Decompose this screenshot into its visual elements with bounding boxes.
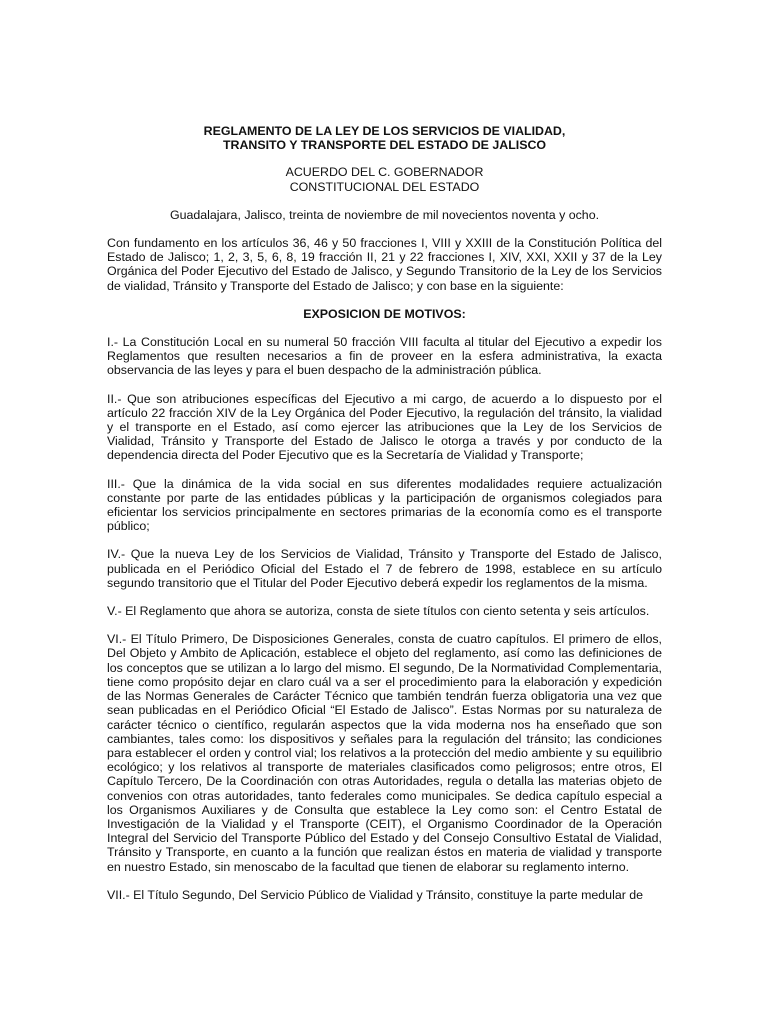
- paragraph-i: I.- La Constitución Local en su numeral 50 fracción VIII faculta al titular del Ejecutivo a expedir los Reglamentos que resulten necesarios a fin de proveer en la esfera administrativa, la exacta observancia de las leyes y para el buen despacho de la administración pública.: [107, 335, 662, 378]
- document-page: [107, 124, 662, 902]
- paragraph-vii: VII.- El Título Segundo, Del Servicio Público de Vialidad y Tránsito, constituye la parte medular de: [107, 887, 644, 902]
- paragraph-vi: VI.- El Título Primero, De Disposiciones Generales, consta de cuatro capítulos. El primero de ellos, Del Objeto y Ambito de Aplicación, establece el objeto del reglamento, así como las definiciones de los conceptos que se utilizan a lo largo del mismo. El segundo, De la Normatividad Complementaria, tiene como propósito dejar en claro cuál va a ser el procedimiento para la elaboración y expedición de las Normas Generales de Carácter Técnico que también tendrán fuerza obligatoria una vez que sean publicadas en el Periódico Oficial “El Estado de Jalisco”. Estas Normas por su naturaleza de carácter técnico o científico, regularán aspectos que la vida moderna nos ha enseñado que son cambiantes, tales como: los dispositivos y señales para la regulación del tránsito; las condiciones para establecer el orden y control vial; los relativos a la protección del medio ambiente y su equilibrio ecológico; y los relativos al transporte de materiales clasificados como peligrosos; entre otros, El Capítulo Tercero, De la Coordinación con otras Autoridades, regula o detalla las materias objeto de convenios con otras autoridades, tanto federales como municipales. Se dedica capítulo especial a los Organismos Auxiliares y de Consulta que establece la Ley como son: el Centro Estatal de Investigación de la Vialidad y el Transporte (CEIT), el Organismo Coordinador de la Operación Integral del Servicio del Transporte Público del Estado y del Consejo Consultivo Estatal de Vialidad, Tránsito y Transporte, en cuanto a la función que realizan éstos en materia de vialidad y transporte en nuestro Estado, sin menoscabo de la facultad que tienen de elaborar su reglamento interno.: [107, 632, 662, 874]
- paragraph-iv: IV.- Que la nueva Ley de los Servicios de Vialidad, Tránsito y Transporte del Estado de Jalisco, publicada en el Periódico Oficial del Estado el 7 de febrero de 1998, establece en su artículo segundo transitorio que el Titular del Poder Ejecutivo deberá expedir los reglamentos de la misma.: [107, 547, 662, 590]
- place-date: Guadalajara, Jalisco, treinta de noviembre de mil novecientos noventa y ocho.: [169, 207, 600, 222]
- paragraph-ii: II.- Que son atribuciones específicas del Ejecutivo a mi cargo, de acuerdo a lo dispuesto por el artículo 22 fracción XIV de la Ley Orgánica del Poder Ejecutivo, la regulación del tránsito, la vialidad y el transporte en el Estado, así como ejercer las atribuciones que la Ley de los Servicios de Vialidad, Tránsito y Transporte del Estado de Jalisco le otorga a través y por conducto de la dependencia directa del Poder Ejecutivo que es la Secretaría de Vialidad y Transporte;: [107, 391, 662, 463]
- agreement-line-2: CONSTITUCIONAL DEL ESTADO: [289, 179, 480, 194]
- preamble-paragraph: Con fundamento en los artículos 36, 46 y 50 fracciones I, VIII y XXIII de la Constitución Política del Estado de Jalisco; 1, 2, 3, 5, 6, 8, 19 fracción II, 21 y 22 fracciones I, XIV, XXI, XXII y 37 de la Ley Orgánica del Poder Ejecutivo del Estado de Jalisco, y Segundo Transitorio de la Ley de los Servicios de vialidad, Tránsito y Transporte del Estado de Jalisco; y con base en la siguiente:: [107, 236, 662, 293]
- paragraph-v: V.- El Reglamento que ahora se autoriza, consta de siete títulos con ciento setenta y seis artículos.: [107, 604, 650, 619]
- motives-heading: EXPOSICION DE MOTIVOS:: [303, 306, 466, 321]
- document-title-line-2: TRANSITO Y TRANSPORTE DEL ESTADO DE JALISCO: [222, 138, 547, 153]
- agreement-line-1: ACUERDO DEL C. GOBERNADOR: [285, 165, 484, 180]
- document-title-line-1: REGLAMENTO DE LA LEY DE LOS SERVICIOS DE VIALIDAD,: [203, 124, 566, 138]
- paragraph-iii: III.- Que la dinámica de la vida social en sus diferentes modalidades requiere actualización constante por parte de las entidades públicas y la participación de organismos colegiados para eficientar los servicios principalmente en sectores primarias de la economía como es el transporte público;: [107, 476, 662, 534]
